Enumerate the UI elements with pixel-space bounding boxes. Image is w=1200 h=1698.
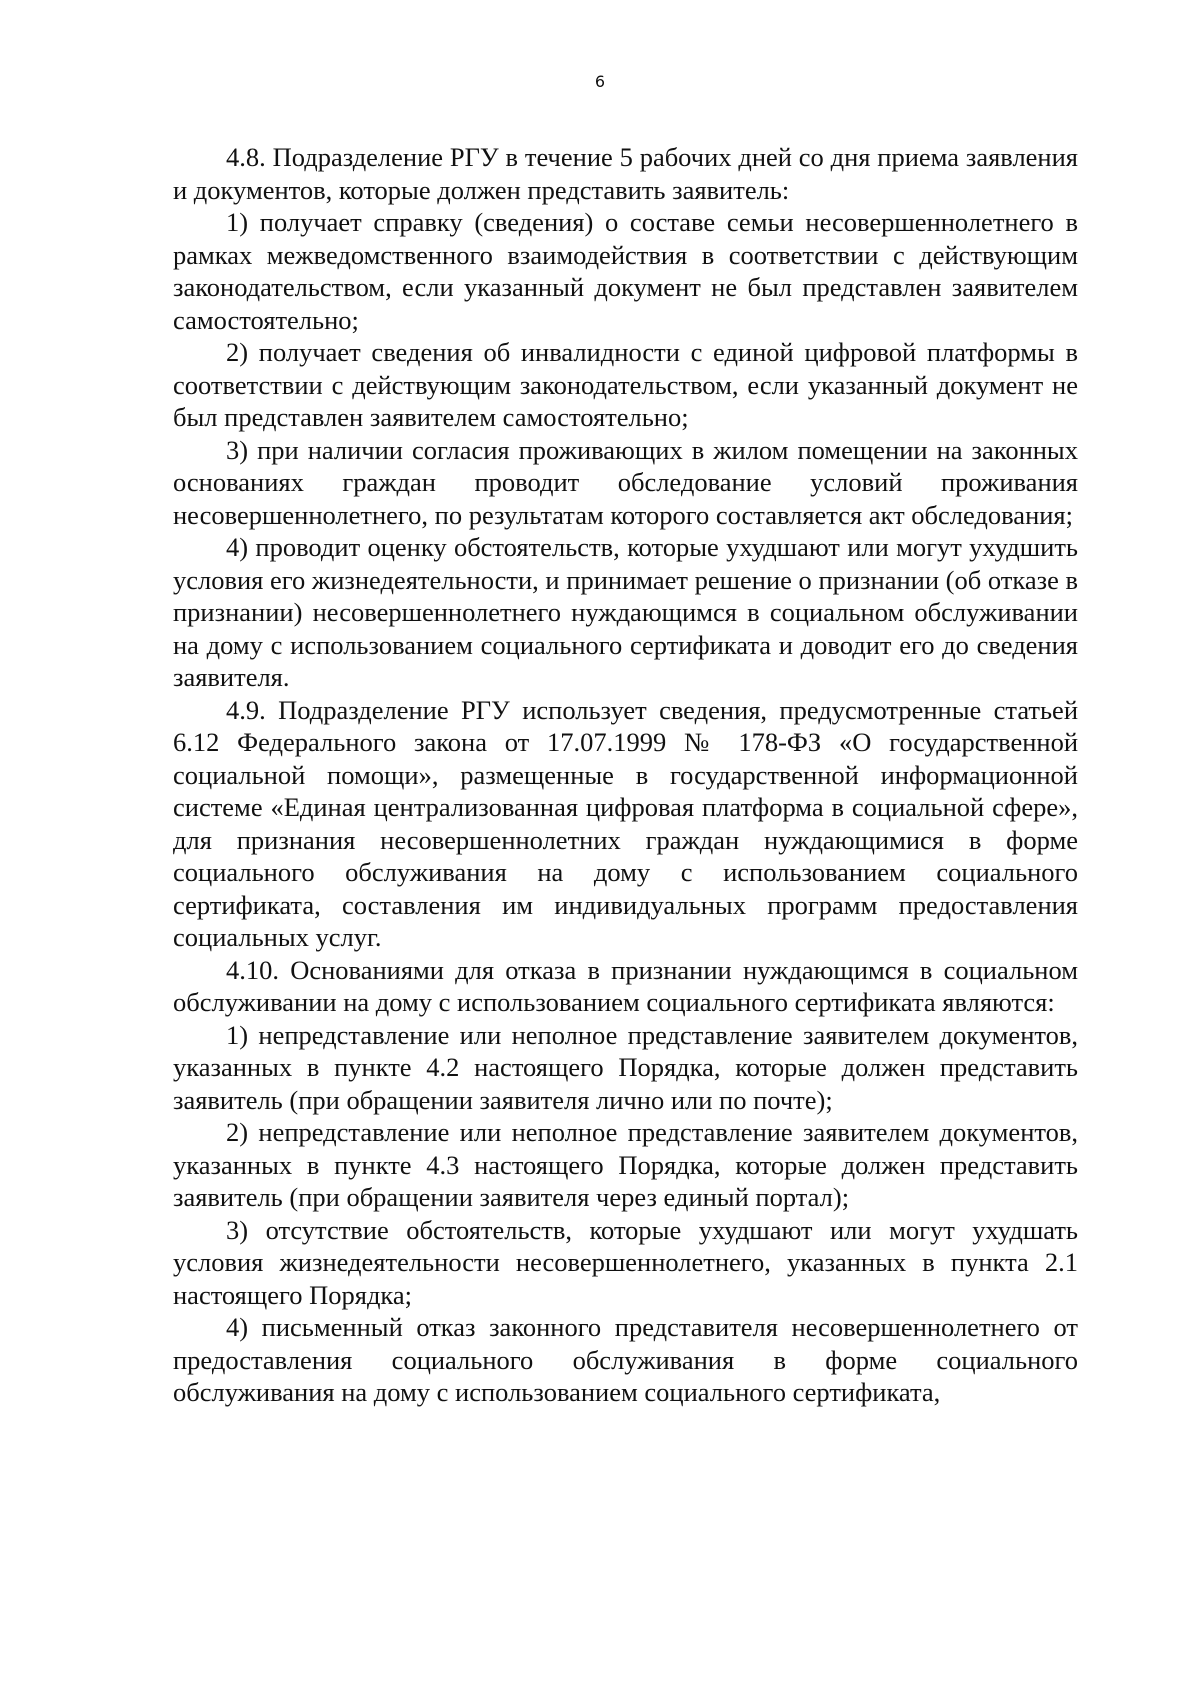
paragraph-4-10-item-2: 2) непредставление или неполное представление заявителем документов, указанных в пункте 4.3 настоящего Порядка, которые должен представить заявитель (при обращении заявителя через единый портал); — [173, 1117, 1078, 1212]
document-body — [173, 141, 1078, 1409]
paragraph-4-8-item-1: 1) получает справку (сведения) о составе семьи несовершеннолетнего в рамках межведомственного взаимодействия в соответствии с действующим законодательством, если указанный документ не был представлен заявителем самостоятельно; — [173, 207, 1078, 335]
paragraph-4-10-item-3: 3) отсутствие обстоятельств, которые ухудшают или могут ухудшать условия жизнедеятельности несовершеннолетнего, указанных в пункта 2.1 настоящего Порядка; — [173, 1214, 1078, 1310]
page-number: 6 — [594, 72, 606, 91]
paragraph-4-8-item-2: 2) получает сведения об инвалидности с единой цифровой платформы в соответствии с действующим законодательством, если указанный документ не был представлен заявителем самостоятельно; — [173, 337, 1078, 432]
paragraph-4-10-item-4: 4) письменный отказ законного представителя несовершеннолетнего от предоставления социального обслуживания в форме социального обслуживания на дому с использованием социального сертификата, — [173, 1312, 1078, 1407]
paragraph-4-8-item-4: 4) проводит оценку обстоятельств, которые ухудшают или могут ухудшить условия его жизнедеятельности, и принимает решение о признании (об отказе в признании) несовершеннолетнего нуждающимся в социальном обслуживании на дому с использованием социального сертификата и доводит его до сведения заявителя. — [173, 532, 1078, 692]
paragraph-4-9: 4.9. Подразделение РГУ использует сведения, предусмотренные статьей 6.12 Федерального закона от 17.07.1999 № 178-ФЗ «О государственной социальной помощи», размещенные в государственной информационной системе «Единая централизованная цифровая платформа в социальной сфере», для признания несовершеннолетних граждан нуждающимися в форме социального обслуживания на дому с использованием социального сертификата, составления им индивидуальных программ предоставления социальных услуг. — [173, 694, 1078, 952]
paragraph-4-8-item-3: 3) при наличии согласия проживающих в жилом помещении на законных основаниях граждан проводит обследование условий проживания несовершеннолетнего, по результатам которого составляется акт обследования; — [173, 434, 1078, 530]
paragraph-4-10-item-1: 1) непредставление или неполное представление заявителем документов, указанных в пункте 4.2 настоящего Порядка, которые должен представить заявитель (при обращении заявителя лично или по почте); — [173, 1019, 1078, 1115]
paragraph-4-8: 4.8. Подразделение РГУ в течение 5 рабочих дней со дня приема заявления и документов, которые должен представить заявитель: — [173, 142, 1078, 205]
paragraph-4-10: 4.10. Основаниями для отказа в признании нуждающимся в социальном обслуживании на дому с использованием социального сертификата являются: — [173, 954, 1078, 1017]
